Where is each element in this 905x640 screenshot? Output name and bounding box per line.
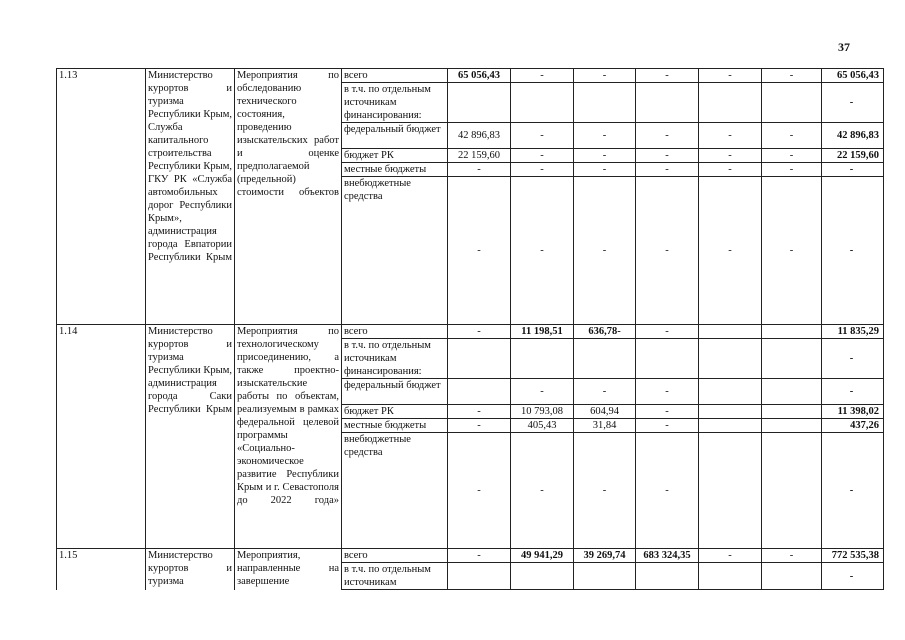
row-number: 1.13	[57, 69, 146, 325]
year-value: 42 896,83	[448, 123, 511, 149]
year-value: -	[636, 325, 699, 339]
year-value: -	[699, 69, 762, 83]
total-value: -	[822, 563, 884, 590]
table-body	[57, 69, 884, 590]
total-value: -	[822, 83, 884, 123]
year-value: -	[636, 163, 699, 177]
measure-cell: Мероприятия по обследованию технического состояния, проведению изыскательских работ и оценке предполагаемой (предельной) стоимости объектов	[235, 69, 342, 325]
total-value: 42 896,83	[822, 123, 884, 149]
year-value	[448, 339, 511, 379]
year-value	[511, 339, 574, 379]
year-value: -	[762, 549, 822, 563]
year-value: -	[636, 419, 699, 433]
source-label: бюджет РК	[342, 405, 448, 419]
year-value: 65 056,43	[448, 69, 511, 83]
year-value: 10 793,08	[511, 405, 574, 419]
year-value: 49 941,29	[511, 549, 574, 563]
year-value: -	[511, 163, 574, 177]
year-value	[574, 83, 636, 123]
source-label: в т.ч. по отдельным источникам	[342, 563, 448, 590]
year-value: -	[699, 163, 762, 177]
total-value: 65 056,43	[822, 69, 884, 83]
year-value: -	[762, 123, 822, 149]
year-value	[762, 563, 822, 590]
total-value: -	[822, 379, 884, 405]
table-row	[57, 69, 884, 83]
year-value: -	[574, 177, 636, 325]
source-label: бюджет РК	[342, 149, 448, 163]
year-value: -	[448, 549, 511, 563]
year-value: -	[574, 433, 636, 549]
year-value	[511, 563, 574, 590]
total-value: 437,26	[822, 419, 884, 433]
total-value: -	[822, 339, 884, 379]
year-value	[448, 83, 511, 123]
year-value: -	[636, 123, 699, 149]
year-value: -	[762, 69, 822, 83]
organization-cell: Министерство курортов и туризма Республики Крым, Служба капитального строительства Республики Крым, ГКУ РК «Служба автомобильных дорог Республики Крым», администрация города Евпатории Республики Крым	[146, 69, 235, 325]
year-value	[699, 419, 762, 433]
year-value	[762, 419, 822, 433]
source-label: всего	[342, 325, 448, 339]
year-value: -	[511, 69, 574, 83]
source-label: внебюджетные средства	[342, 177, 448, 325]
year-value: 683 324,35	[636, 549, 699, 563]
page-number: 37	[838, 40, 850, 54]
year-value: -	[448, 177, 511, 325]
year-value	[699, 325, 762, 339]
year-value: 405,43	[511, 419, 574, 433]
year-value	[762, 405, 822, 419]
total-value: 11 835,29	[822, 325, 884, 339]
year-value: -	[511, 149, 574, 163]
year-value: -	[699, 123, 762, 149]
year-value: 636,78-	[574, 325, 636, 339]
year-value	[448, 563, 511, 590]
year-value	[762, 433, 822, 549]
year-value: -	[699, 549, 762, 563]
year-value: 22 159,60	[448, 149, 511, 163]
year-value: -	[574, 379, 636, 405]
organization-cell: Министерство курортов и туризма	[146, 549, 235, 590]
source-label: в т.ч. по отдельным источникам финансирования:	[342, 339, 448, 379]
source-label: всего	[342, 549, 448, 563]
year-value: -	[448, 419, 511, 433]
year-value: -	[636, 149, 699, 163]
row-number: 1.14	[57, 325, 146, 549]
year-value: -	[699, 149, 762, 163]
year-value: -	[636, 379, 699, 405]
row-number: 1.15	[57, 549, 146, 590]
year-value: -	[448, 433, 511, 549]
organization-cell: Министерство курортов и туризма Республики Крым, администрация города Саки Республики Крым	[146, 325, 235, 549]
year-value	[574, 563, 636, 590]
year-value	[636, 563, 699, 590]
year-value: 31,84	[574, 419, 636, 433]
total-value: 772 535,38	[822, 549, 884, 563]
year-value	[448, 379, 511, 405]
source-label: федеральный бюджет	[342, 379, 448, 405]
measure-cell: Мероприятия, направленные на завершение	[235, 549, 342, 590]
year-value: 11 198,51	[511, 325, 574, 339]
year-value	[699, 405, 762, 419]
total-value: -	[822, 433, 884, 549]
year-value: -	[511, 123, 574, 149]
year-value	[636, 339, 699, 379]
year-value	[699, 339, 762, 379]
year-value: -	[699, 177, 762, 325]
year-value: -	[511, 177, 574, 325]
source-label: в т.ч. по отдельным источникам финансирования:	[342, 83, 448, 123]
year-value	[511, 83, 574, 123]
source-label: внебюджетные средства	[342, 433, 448, 549]
year-value: -	[511, 379, 574, 405]
table-row	[57, 325, 884, 339]
year-value: -	[636, 405, 699, 419]
year-value: -	[636, 69, 699, 83]
total-value: -	[822, 177, 884, 325]
total-value: -	[822, 163, 884, 177]
year-value	[699, 563, 762, 590]
year-value	[699, 433, 762, 549]
total-value: 11 398,02	[822, 405, 884, 419]
year-value: -	[762, 149, 822, 163]
year-value: -	[574, 69, 636, 83]
year-value	[699, 83, 762, 123]
year-value: 604,94	[574, 405, 636, 419]
source-label: местные бюджеты	[342, 163, 448, 177]
year-value	[762, 339, 822, 379]
year-value: -	[636, 433, 699, 549]
year-value: -	[574, 163, 636, 177]
funding-table	[56, 68, 884, 590]
table-row	[57, 549, 884, 563]
year-value	[762, 325, 822, 339]
year-value: -	[762, 177, 822, 325]
source-label: федеральный бюджет	[342, 123, 448, 149]
year-value	[636, 83, 699, 123]
year-value	[699, 379, 762, 405]
year-value: -	[511, 433, 574, 549]
year-value: -	[448, 405, 511, 419]
year-value: -	[636, 177, 699, 325]
year-value	[762, 379, 822, 405]
year-value: 39 269,74	[574, 549, 636, 563]
total-value: 22 159,60	[822, 149, 884, 163]
source-label: всего	[342, 69, 448, 83]
year-value: -	[448, 325, 511, 339]
year-value: -	[448, 163, 511, 177]
measure-cell: Мероприятия по технологическому присоединению, а также проектно-изыскательские работы по объектам, реализуемым в рамках федеральной целевой программы «Социально-экономическое развитие Республики Крым и г. Севастополя до 2022 года»	[235, 325, 342, 549]
year-value: -	[762, 163, 822, 177]
year-value: -	[574, 123, 636, 149]
year-value: -	[574, 149, 636, 163]
year-value	[574, 339, 636, 379]
year-value	[762, 83, 822, 123]
source-label: местные бюджеты	[342, 419, 448, 433]
